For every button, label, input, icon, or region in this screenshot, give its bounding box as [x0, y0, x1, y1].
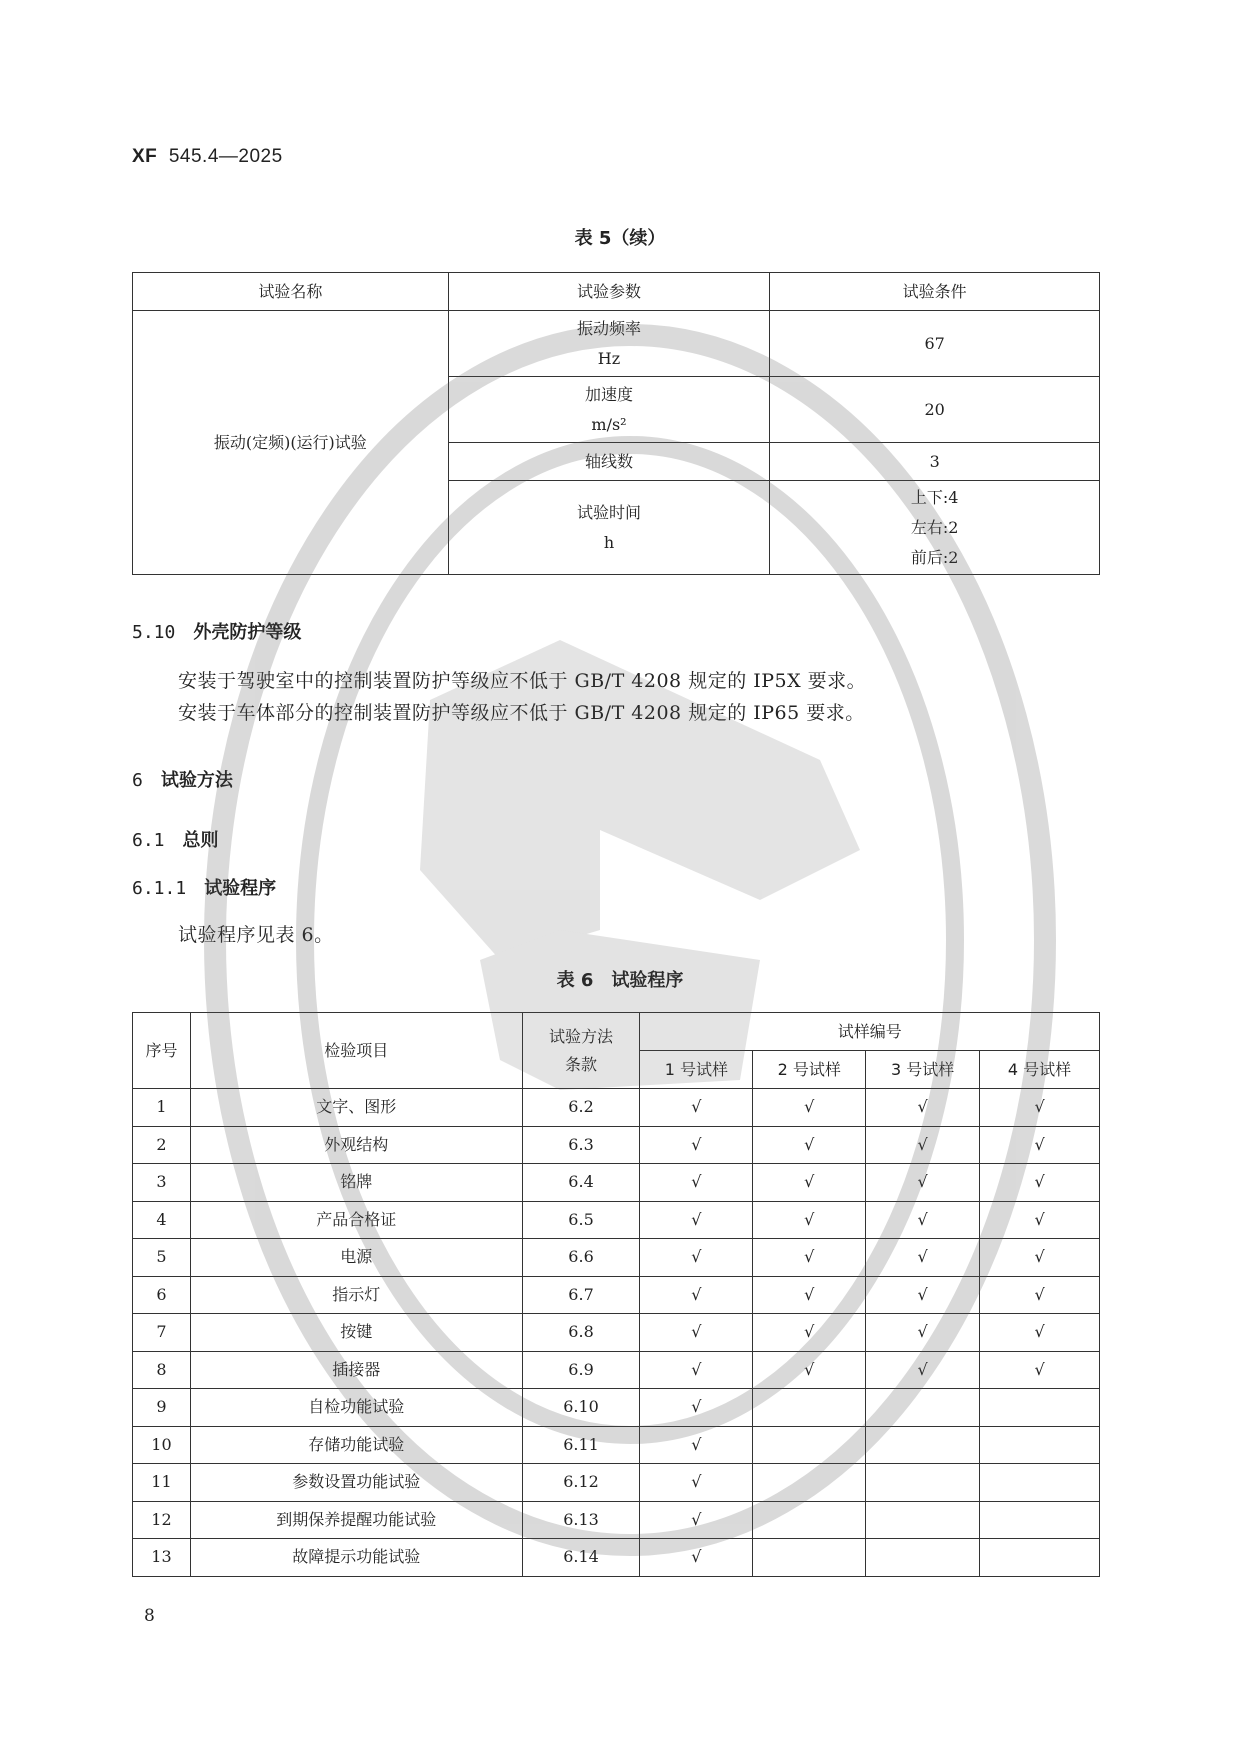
table6-cell-item: 电源 [190, 1239, 522, 1277]
table6-cell-clause: 6.7 [522, 1276, 640, 1314]
table6-cell-no: 12 [133, 1501, 191, 1539]
table6-cell-no: 13 [133, 1539, 191, 1577]
table6-cell-item: 按键 [190, 1314, 522, 1352]
table5-value: 20 [770, 377, 1100, 443]
table6-cell-no: 7 [133, 1314, 191, 1352]
table6-cell-check: √ [980, 1089, 1100, 1127]
table5-param-cell [448, 311, 770, 377]
table6-cell-check: √ [640, 1501, 753, 1539]
table6-cell-check: √ [640, 1126, 753, 1164]
table5-header-condition: 试验条件 [770, 273, 1100, 311]
table6-cell-check: √ [640, 1276, 753, 1314]
section-number: 6.1 [132, 830, 165, 851]
table6-cell-item: 外观结构 [190, 1126, 522, 1164]
table6-cell-check: √ [640, 1314, 753, 1352]
section-5-10-heading [132, 618, 301, 644]
table6-cell-item: 铭牌 [190, 1164, 522, 1202]
table6-cell-check: √ [866, 1314, 980, 1352]
table6-cell-check: √ [866, 1276, 980, 1314]
table6-cell-clause: 6.12 [522, 1464, 640, 1502]
table6-cell-check: √ [753, 1314, 866, 1352]
table6-cell-no: 11 [133, 1464, 191, 1502]
table6-cell-check: √ [980, 1276, 1100, 1314]
table6-header-sample-group: 试样编号 [640, 1013, 1100, 1051]
table6-cell-clause: 6.2 [522, 1089, 640, 1127]
table6-cell-check: √ [866, 1089, 980, 1127]
table6-cell-check: √ [640, 1426, 753, 1464]
table6-cell-item: 存储功能试验 [190, 1426, 522, 1464]
table6-cell-check [753, 1389, 866, 1427]
table6-cell-check: √ [640, 1089, 753, 1127]
table6-cell-clause: 6.8 [522, 1314, 640, 1352]
table5-value-cell [770, 481, 1100, 575]
table5-param: 试验时间 [576, 502, 641, 522]
table6-cell-item: 插接器 [190, 1351, 522, 1389]
table6-cell-no: 10 [133, 1426, 191, 1464]
section-title: 外壳防护等级 [193, 622, 302, 643]
table6-cell-item: 指示灯 [190, 1276, 522, 1314]
table6-cell-check: √ [753, 1164, 866, 1202]
table6-header-sample: 2 号试样 [753, 1051, 866, 1089]
table6-cell-check: √ [980, 1164, 1100, 1202]
table6-cell-check: √ [640, 1201, 753, 1239]
table6-cell-clause: 6.9 [522, 1351, 640, 1389]
table5-value: 67 [770, 311, 1100, 377]
table6-cell-check: √ [753, 1201, 866, 1239]
table6-cell-check: √ [980, 1239, 1100, 1277]
table6-cell-clause: 6.11 [522, 1426, 640, 1464]
table5-header-name: 试验名称 [133, 273, 449, 311]
table5-value-line: 左右:2 [910, 517, 959, 537]
table6-cell-no: 4 [133, 1201, 191, 1239]
section-number: 6 [132, 770, 143, 791]
table5-param: 加速度 [584, 384, 633, 404]
table6-cell-clause: 6.14 [522, 1539, 640, 1577]
section-number: 6.1.1 [132, 878, 187, 899]
table6-row [133, 1501, 1100, 1539]
table6-cell-no: 5 [133, 1239, 191, 1277]
paragraph: 安装于车体部分的控制装置防护等级应不低于 GB/T 4208 规定的 IP65 要求。 [178, 702, 865, 724]
table6-cell-check: √ [640, 1539, 753, 1577]
table6-cell-check: √ [980, 1351, 1100, 1389]
table6-cell-no: 1 [133, 1089, 191, 1127]
table6-cell-clause: 6.5 [522, 1201, 640, 1239]
table6-header-method-line: 试验方法 [549, 1026, 614, 1046]
table6-header-method [522, 1013, 640, 1089]
table6-cell-check [753, 1539, 866, 1577]
section-6-heading [132, 766, 233, 792]
table6-cell-item: 文字、图形 [190, 1089, 522, 1127]
table6-cell-check: √ [640, 1464, 753, 1502]
table6-row [133, 1389, 1100, 1427]
table6-cell-check [753, 1501, 866, 1539]
table6-cell-check [866, 1539, 980, 1577]
table6-row [133, 1276, 1100, 1314]
table6-cell-check [980, 1426, 1100, 1464]
table6-cell-check: √ [980, 1201, 1100, 1239]
table6-cell-check [753, 1464, 866, 1502]
table6-header-item: 检验项目 [190, 1013, 522, 1089]
table6-cell-check [866, 1501, 980, 1539]
table5-value-line: 上下:4 [910, 487, 959, 507]
table5-unit: h [603, 532, 615, 552]
table6-cell-check [753, 1426, 866, 1464]
table6-caption: 表 6 试验程序 [556, 970, 684, 991]
table6-cell-check: √ [980, 1314, 1100, 1352]
table6-cell-check: √ [640, 1239, 753, 1277]
section-title: 试验程序 [204, 878, 277, 899]
document-code [132, 146, 283, 168]
table6-cell-check [980, 1539, 1100, 1577]
document-code-prefix: XF [132, 146, 158, 167]
table6-cell-item: 参数设置功能试验 [190, 1464, 522, 1502]
table6-header-sample: 1 号试样 [640, 1051, 753, 1089]
table5-caption: 表 5（续） [574, 228, 666, 249]
table6-cell-no: 9 [133, 1389, 191, 1427]
table6-cell-item: 产品合格证 [190, 1201, 522, 1239]
table6-cell-check: √ [866, 1164, 980, 1202]
paragraph: 试验程序见表 6。 [178, 924, 334, 946]
table5-param: 轴线数 [448, 443, 770, 481]
paragraph: 安装于驾驶室中的控制装置防护等级应不低于 GB/T 4208 规定的 IP5X 要求。 [178, 670, 867, 692]
table6-cell-check: √ [753, 1089, 866, 1127]
table5-value: 3 [770, 443, 1100, 481]
table6-cell-no: 3 [133, 1164, 191, 1202]
table6-header-no: 序号 [133, 1013, 191, 1089]
table6-row [133, 1164, 1100, 1202]
table5-unit: Hz [597, 348, 621, 368]
document-code-number: 545.4—2025 [168, 146, 283, 167]
table6-row [133, 1201, 1100, 1239]
table5-param: 振动频率 [576, 318, 641, 338]
table6-cell-no: 6 [133, 1276, 191, 1314]
section-title: 试验方法 [160, 770, 233, 791]
table6-cell-item: 故障提示功能试验 [190, 1539, 522, 1577]
table6-cell-check: √ [640, 1351, 753, 1389]
table6-row [133, 1426, 1100, 1464]
table6 [132, 1012, 1100, 1577]
table6-cell-clause: 6.4 [522, 1164, 640, 1202]
table6-cell-check: √ [866, 1201, 980, 1239]
table6-cell-check [980, 1389, 1100, 1427]
table6-cell-check: √ [753, 1239, 866, 1277]
table6-cell-check: √ [866, 1126, 980, 1164]
section-6-1-1-heading [132, 874, 276, 900]
table6-cell-clause: 6.6 [522, 1239, 640, 1277]
table5-unit: m/s² [591, 414, 627, 434]
table5-header-param: 试验参数 [448, 273, 770, 311]
table6-cell-check [980, 1501, 1100, 1539]
table6-cell-clause: 6.13 [522, 1501, 640, 1539]
table6-header-sample: 3 号试样 [866, 1051, 980, 1089]
table6-row [133, 1351, 1100, 1389]
table6-cell-check: √ [980, 1126, 1100, 1164]
table6-row [133, 1539, 1100, 1577]
table6-cell-check: √ [640, 1164, 753, 1202]
table6-row [133, 1089, 1100, 1127]
table6-cell-item: 到期保养提醒功能试验 [190, 1501, 522, 1539]
table5-value-line: 前后:2 [910, 547, 959, 567]
table6-cell-item: 自检功能试验 [190, 1389, 522, 1427]
table6-cell-no: 8 [133, 1351, 191, 1389]
table6-cell-check [866, 1464, 980, 1502]
page-number: 8 [144, 1606, 155, 1626]
table6-row [133, 1126, 1100, 1164]
table6-cell-check: √ [866, 1351, 980, 1389]
table6-row [133, 1464, 1100, 1502]
table5-param-cell [448, 377, 770, 443]
table6-row [133, 1314, 1100, 1352]
table6-cell-clause: 6.10 [522, 1389, 640, 1427]
table6-cell-check: √ [640, 1389, 753, 1427]
table6-cell-check [866, 1426, 980, 1464]
section-number: 5.10 [132, 622, 176, 643]
table6-cell-no: 2 [133, 1126, 191, 1164]
table6-header-sample: 4 号试样 [980, 1051, 1100, 1089]
table6-cell-check: √ [866, 1239, 980, 1277]
table5-param-cell [448, 481, 770, 575]
table6-cell-check: √ [753, 1126, 866, 1164]
section-title: 总则 [182, 830, 219, 851]
table5 [132, 272, 1100, 575]
table6-cell-check [980, 1464, 1100, 1502]
table6-header-method-line: 条款 [565, 1054, 598, 1074]
table5-test-name: 振动(定频)(运行)试验 [133, 311, 449, 575]
table6-cell-clause: 6.3 [522, 1126, 640, 1164]
table6-cell-check: √ [753, 1351, 866, 1389]
table6-cell-check: √ [753, 1276, 866, 1314]
table6-cell-check [866, 1389, 980, 1427]
section-6-1-heading [132, 826, 219, 852]
table6-row [133, 1239, 1100, 1277]
